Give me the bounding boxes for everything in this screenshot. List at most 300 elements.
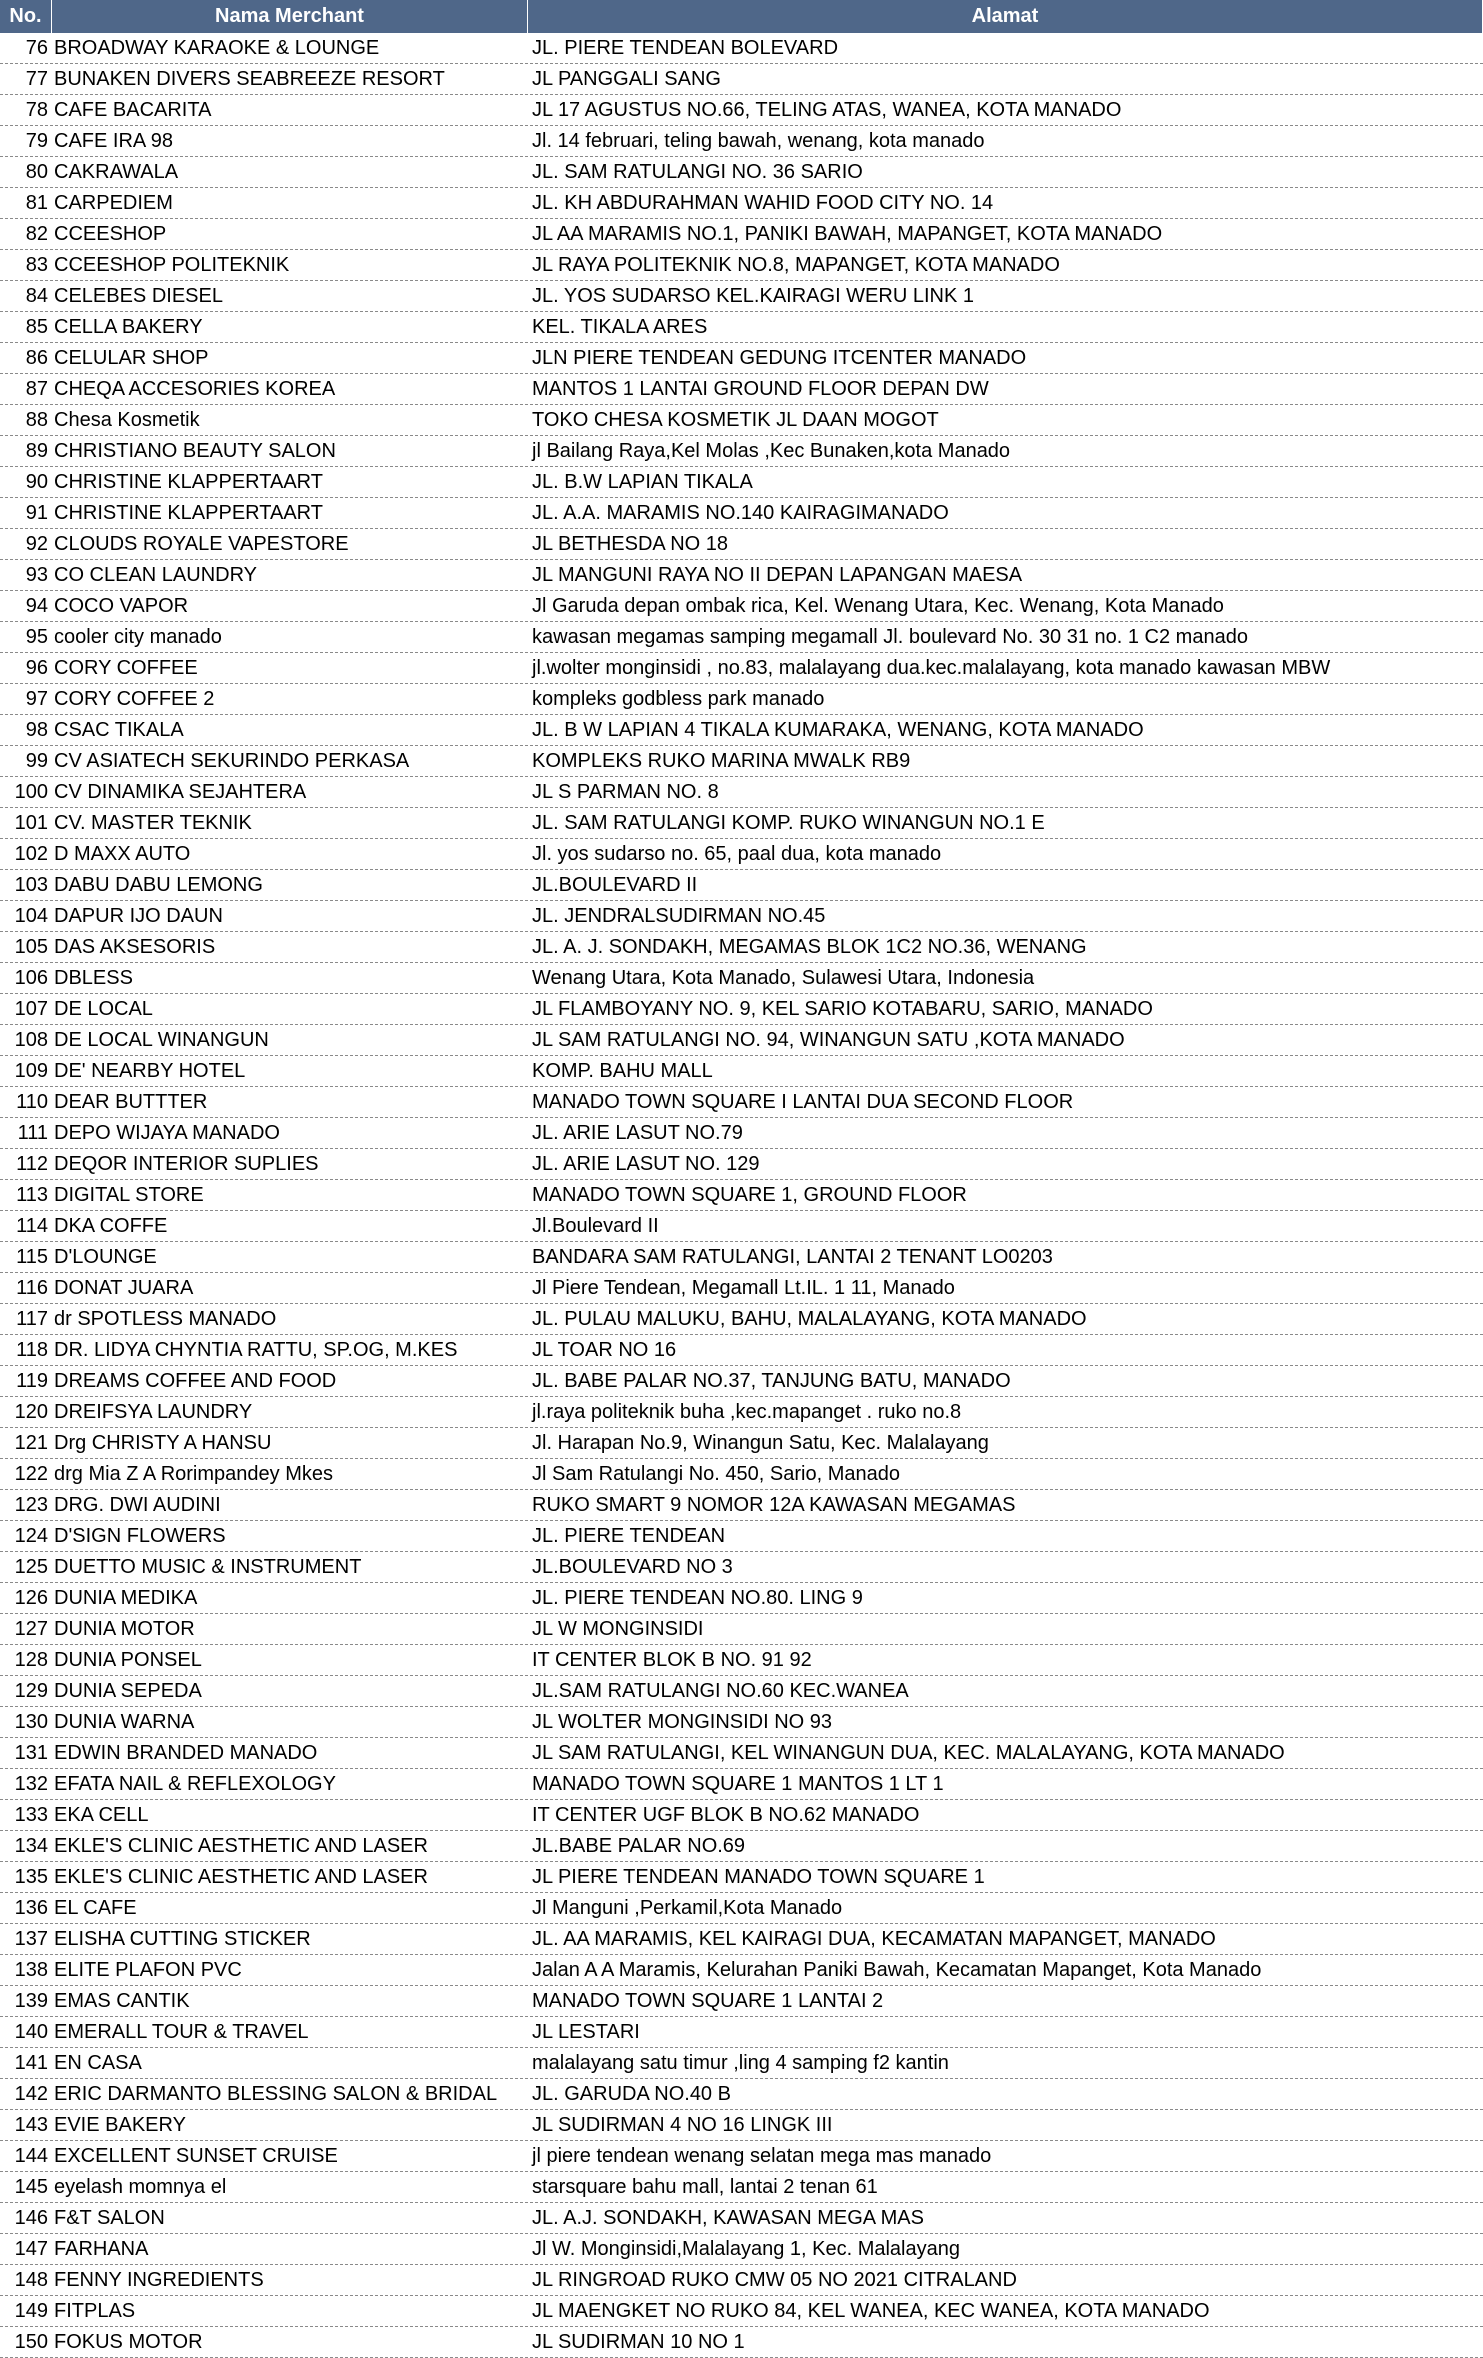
row-no: 115 [16, 1245, 48, 1268]
row-no: 111 [17, 1121, 48, 1144]
row-merchant-name: DUETTO MUSIC & INSTRUMENT [54, 1555, 362, 1578]
table-row [0, 870, 1483, 901]
row-address: JL. PULAU MALUKU, BAHU, MALALAYANG, KOTA MANADO [532, 1307, 1087, 1330]
row-no: 124 [14, 1524, 48, 1547]
row-address: JL. PIERE TENDEAN BOLEVARD [532, 36, 839, 59]
row-merchant-name: EMERALL TOUR & TRAVEL [54, 2020, 309, 2043]
row-address: MANADO TOWN SQUARE 1 LANTAI 2 [532, 1989, 884, 2012]
row-no: 110 [16, 1090, 48, 1113]
row-no: 106 [14, 966, 48, 989]
table-row [0, 1087, 1483, 1118]
table-row [0, 126, 1483, 157]
row-address: JL. BABE PALAR NO.37, TANJUNG BATU, MANADO [532, 1369, 1011, 1392]
row-address: JL.SAM RATULANGI NO.60 KEC.WANEA [532, 1679, 909, 1702]
row-address: kompleks godbless park manado [532, 687, 825, 710]
row-address: JLN PIERE TENDEAN GEDUNG ITCENTER MANADO [532, 346, 1027, 369]
table-row [0, 405, 1483, 436]
row-merchant-name: CAKRAWALA [54, 160, 179, 183]
table-row [0, 1273, 1483, 1304]
row-address: TOKO CHESA KOSMETIK JL DAAN MOGOT [532, 408, 939, 431]
row-merchant-name: CCEESHOP [54, 222, 167, 245]
row-merchant-name: DE LOCAL WINANGUN [54, 1028, 269, 1051]
row-address: JL SUDIRMAN 10 NO 1 [532, 2330, 745, 2353]
row-merchant-name: D'LOUNGE [54, 1245, 157, 1268]
table-row [0, 529, 1483, 560]
row-merchant-name: CARPEDIEM [54, 191, 173, 214]
row-merchant-name: DAPUR IJO DAUN [54, 904, 223, 927]
row-address: Jalan A A Maramis, Kelurahan Paniki Bawah, Kecamatan Mapanget, Kota Manado [532, 1958, 1262, 1981]
row-no: 143 [14, 2113, 48, 2136]
row-merchant-name: eyelash momnya el [54, 2175, 227, 2198]
row-address: Jl Piere Tendean, Megamall Lt.IL. 1 11, Manado [532, 1276, 955, 1299]
row-no: 79 [25, 129, 48, 152]
row-no: 89 [25, 439, 48, 462]
row-no: 98 [25, 718, 48, 741]
row-merchant-name: CHRISTINE KLAPPERTAART [54, 501, 323, 524]
row-no: 131 [14, 1741, 48, 1764]
row-no: 122 [14, 1462, 48, 1485]
row-no: 141 [14, 2051, 48, 2074]
table-row [0, 808, 1483, 839]
row-merchant-name: drg Mia Z A Rorimpandey Mkes [54, 1462, 333, 1485]
table-row [0, 312, 1483, 343]
row-address: JL. A.J. SONDAKH, KAWASAN MEGA MAS [532, 2206, 924, 2229]
row-merchant-name: DE' NEARBY HOTEL [54, 1059, 246, 1082]
row-no: 102 [14, 842, 48, 865]
row-no: 107 [14, 997, 48, 1020]
row-merchant-name: DBLESS [54, 966, 133, 989]
table-row [0, 839, 1483, 870]
table-row [0, 1986, 1483, 2017]
row-merchant-name: CV ASIATECH SEKURINDO PERKASA [54, 749, 410, 772]
row-address: JL.BABE PALAR NO.69 [532, 1834, 746, 1857]
row-no: 145 [14, 2175, 48, 2198]
row-no: 120 [14, 1400, 48, 1423]
row-merchant-name: FARHANA [54, 2237, 149, 2260]
table-row [0, 1304, 1483, 1335]
table-row [0, 2048, 1483, 2079]
row-address: JL SAM RATULANGI, KEL WINANGUN DUA, KEC. MALALAYANG, KOTA MANADO [532, 1741, 1285, 1764]
row-address: JL 17 AGUSTUS NO.66, TELING ATAS, WANEA, KOTA MANADO [532, 98, 1122, 121]
row-no: 82 [25, 222, 48, 245]
table-row [0, 901, 1483, 932]
table-header [0, 0, 1483, 33]
table-row [0, 1397, 1483, 1428]
row-no: 130 [14, 1710, 48, 1733]
table-row [0, 2017, 1483, 2048]
row-no: 99 [25, 749, 48, 772]
row-address: KOMP. BAHU MALL [532, 1059, 713, 1082]
table-row [0, 1738, 1483, 1769]
table-row [0, 1676, 1483, 1707]
table-row [0, 1800, 1483, 1831]
table-row [0, 95, 1483, 126]
row-address: JL. KH ABDURAHMAN WAHID FOOD CITY NO. 14 [532, 191, 994, 214]
row-merchant-name: F&T SALON [54, 2206, 165, 2229]
row-no: 95 [25, 625, 48, 648]
table-row [0, 2079, 1483, 2110]
row-no: 119 [16, 1369, 48, 1392]
row-no: 150 [14, 2330, 48, 2353]
row-merchant-name: dr SPOTLESS MANADO [54, 1307, 277, 1330]
table-row [0, 2327, 1483, 2358]
row-merchant-name: ERIC DARMANTO BLESSING SALON & BRIDAL [54, 2082, 498, 2105]
row-address: malalayang satu timur ,ling 4 samping f2 kantin [532, 2051, 949, 2074]
row-address: JL. JENDRALSUDIRMAN NO.45 [532, 904, 826, 927]
row-address: JL. A. J. SONDAKH, MEGAMAS BLOK 1C2 NO.36, WENANG [532, 935, 1087, 958]
row-no: 134 [14, 1834, 48, 1857]
row-merchant-name: CELULAR SHOP [54, 346, 209, 369]
row-merchant-name: CORY COFFEE [54, 656, 198, 679]
table-row [0, 1242, 1483, 1273]
table-row [0, 653, 1483, 684]
table-row [0, 1707, 1483, 1738]
row-no: 138 [14, 1958, 48, 1981]
row-merchant-name: DE LOCAL [54, 997, 153, 1020]
table-row [0, 188, 1483, 219]
row-no: 112 [16, 1152, 48, 1175]
row-merchant-name: CV DINAMIKA SEJAHTERA [54, 780, 307, 803]
row-no: 81 [25, 191, 48, 214]
row-merchant-name: Chesa Kosmetik [54, 408, 200, 431]
row-address: jl Bailang Raya,Kel Molas ,Kec Bunaken,kota Manado [532, 439, 1011, 462]
row-no: 109 [14, 1059, 48, 1082]
row-no: 103 [14, 873, 48, 896]
table-row [0, 1645, 1483, 1676]
table-row [0, 1552, 1483, 1583]
row-merchant-name: DAS AKSESORIS [54, 935, 216, 958]
row-merchant-name: D'SIGN FLOWERS [54, 1524, 226, 1547]
row-merchant-name: DUNIA WARNA [54, 1710, 195, 1733]
row-merchant-name: EXCELLENT SUNSET CRUISE [54, 2144, 338, 2167]
table-row [0, 1893, 1483, 1924]
row-address: JL MANGUNI RAYA NO II DEPAN LAPANGAN MAESA [532, 563, 1023, 586]
row-no: 123 [14, 1493, 48, 1516]
row-no: 91 [25, 501, 48, 524]
row-address: JL WOLTER MONGINSIDI NO 93 [532, 1710, 833, 1733]
row-merchant-name: CSAC TIKALA [54, 718, 184, 741]
row-address: JL. AA MARAMIS, KEL KAIRAGI DUA, KECAMATAN MAPANGET, MANADO [532, 1927, 1216, 1950]
row-no: 85 [25, 315, 48, 338]
row-address: jl piere tendean wenang selatan mega mas manado [532, 2144, 992, 2167]
row-address: JL SUDIRMAN 4 NO 16 LINGK III [532, 2113, 833, 2136]
row-no: 132 [14, 1772, 48, 1795]
row-address: Jl. yos sudarso no. 65, paal dua, kota manado [532, 842, 942, 865]
table-row [0, 343, 1483, 374]
row-no: 129 [14, 1679, 48, 1702]
table-row [0, 994, 1483, 1025]
row-address: Wenang Utara, Kota Manado, Sulawesi Utara, Indonesia [532, 966, 1035, 989]
row-merchant-name: DONAT JUARA [54, 1276, 194, 1299]
row-no: 84 [25, 284, 48, 307]
row-address: JL RINGROAD RUKO CMW 05 NO 2021 CITRALAND [532, 2268, 1017, 2291]
row-merchant-name: CLOUDS ROYALE VAPESTORE [54, 532, 349, 555]
row-no: 137 [14, 1927, 48, 1950]
table-row [0, 64, 1483, 95]
table-row [0, 2110, 1483, 2141]
row-no: 116 [16, 1276, 48, 1299]
row-merchant-name: CELLA BAKERY [54, 315, 203, 338]
row-address: Jl Manguni ,Perkamil,Kota Manado [532, 1896, 843, 1919]
row-no: 88 [25, 408, 48, 431]
table-row [0, 2203, 1483, 2234]
table-row [0, 250, 1483, 281]
row-no: 113 [16, 1183, 48, 1206]
row-address: JL. SAM RATULANGI KOMP. RUKO WINANGUN NO.1 E [532, 811, 1045, 834]
table-row [0, 157, 1483, 188]
row-merchant-name: DUNIA MEDIKA [54, 1586, 198, 1609]
row-no: 144 [14, 2144, 48, 2167]
row-no: 127 [14, 1617, 48, 1640]
row-merchant-name: CHRISTIANO BEAUTY SALON [54, 439, 336, 462]
row-address: JL. A.A. MARAMIS NO.140 KAIRAGIMANADO [532, 501, 949, 524]
table-row [0, 2296, 1483, 2327]
row-address: MANTOS 1 LANTAI GROUND FLOOR DEPAN DW [532, 377, 989, 400]
table-row [0, 1583, 1483, 1614]
row-merchant-name: cooler city manado [54, 625, 222, 648]
row-merchant-name: CO CLEAN LAUNDRY [54, 563, 258, 586]
row-no: 92 [25, 532, 48, 555]
table-row [0, 591, 1483, 622]
table-row [0, 219, 1483, 250]
table-row [0, 1149, 1483, 1180]
table-row [0, 1831, 1483, 1862]
table-row [0, 963, 1483, 994]
row-address: MANADO TOWN SQUARE 1, GROUND FLOOR [532, 1183, 967, 1206]
row-no: 100 [14, 780, 48, 803]
row-merchant-name: DUNIA PONSEL [54, 1648, 202, 1671]
table-row [0, 1428, 1483, 1459]
row-no: 94 [25, 594, 48, 617]
row-merchant-name: CORY COFFEE 2 [54, 687, 215, 710]
row-address: JL. SAM RATULANGI NO. 36 SARIO [532, 160, 863, 183]
row-no: 97 [25, 687, 48, 710]
row-merchant-name: EKLE'S CLINIC AESTHETIC AND LASER [54, 1865, 428, 1888]
table-row [0, 1118, 1483, 1149]
row-merchant-name: CCEESHOP POLITEKNIK [54, 253, 290, 276]
table-row [0, 1955, 1483, 1986]
row-merchant-name: EVIE BAKERY [54, 2113, 186, 2136]
row-merchant-name: CAFE IRA 98 [54, 129, 173, 152]
row-no: 118 [16, 1338, 48, 1361]
table-row [0, 715, 1483, 746]
row-address: IT CENTER UGF BLOK B NO.62 MANADO [532, 1803, 920, 1826]
row-address: JL. B W LAPIAN 4 TIKALA KUMARAKA, WENANG, KOTA MANADO [532, 718, 1144, 741]
row-no: 140 [14, 2020, 48, 2043]
row-no: 128 [14, 1648, 48, 1671]
row-address: JL. YOS SUDARSO KEL.KAIRAGI WERU LINK 1 [532, 284, 974, 307]
row-address: JL SAM RATULANGI NO. 94, WINANGUN SATU ,KOTA MANADO [532, 1028, 1125, 1051]
row-merchant-name: CHRISTINE KLAPPERTAART [54, 470, 323, 493]
row-no: 149 [14, 2299, 48, 2322]
row-address: JL.BOULEVARD II [532, 873, 698, 896]
row-no: 101 [14, 811, 48, 834]
row-address: Jl Sam Ratulangi No. 450, Sario, Manado [532, 1462, 900, 1485]
row-address: IT CENTER BLOK B NO. 91 92 [532, 1648, 812, 1671]
row-address: JL FLAMBOYANY NO. 9, KEL SARIO KOTABARU, SARIO, MANADO [532, 997, 1153, 1020]
row-no: 139 [14, 1989, 48, 2012]
row-no: 78 [25, 98, 48, 121]
row-merchant-name: DEQOR INTERIOR SUPLIES [54, 1152, 319, 1175]
row-no: 142 [14, 2082, 48, 2105]
table-row [0, 1180, 1483, 1211]
table-row [0, 2172, 1483, 2203]
table-row [0, 1025, 1483, 1056]
row-no: 86 [25, 346, 48, 369]
row-merchant-name: COCO VAPOR [54, 594, 189, 617]
table-row [0, 1924, 1483, 1955]
row-no: 136 [14, 1896, 48, 1919]
row-no: 83 [25, 253, 48, 276]
row-no: 125 [14, 1555, 48, 1578]
row-no: 105 [14, 935, 48, 958]
row-merchant-name: FENNY INGREDIENTS [54, 2268, 264, 2291]
row-address: MANADO TOWN SQUARE I LANTAI DUA SECOND FLOOR [532, 1090, 1074, 1113]
row-no: 93 [25, 563, 48, 586]
row-address: Jl Garuda depan ombak rica, Kel. Wenang Utara, Kec. Wenang, Kota Manado [532, 594, 1224, 617]
table-row [0, 1366, 1483, 1397]
row-address: BANDARA SAM RATULANGI, LANTAI 2 TENANT LO0203 [532, 1245, 1053, 1268]
row-address: JL W MONGINSIDI [532, 1617, 704, 1640]
row-address: Jl W. Monginsidi,Malalayang 1, Kec. Malalayang [532, 2237, 960, 2260]
table-body [0, 33, 1483, 2358]
row-address: JL S PARMAN NO. 8 [532, 780, 719, 803]
row-address: JL. GARUDA NO.40 B [532, 2082, 731, 2105]
row-no: 126 [14, 1586, 48, 1609]
row-merchant-name: DEAR BUTTTER [54, 1090, 208, 1113]
row-no: 121 [14, 1431, 48, 1454]
row-no: 77 [25, 67, 48, 90]
row-address: Jl.Boulevard II [532, 1214, 659, 1237]
row-no: 148 [14, 2268, 48, 2291]
row-no: 90 [25, 470, 48, 493]
row-merchant-name: EMAS CANTIK [54, 1989, 190, 2012]
table-row [0, 281, 1483, 312]
row-address: JL. PIERE TENDEAN [532, 1524, 726, 1547]
row-address: JL TOAR NO 16 [532, 1338, 677, 1361]
table-row [0, 498, 1483, 529]
row-no: 80 [25, 160, 48, 183]
table-row [0, 1521, 1483, 1552]
table-row [0, 1614, 1483, 1645]
row-merchant-name: EN CASA [54, 2051, 142, 2074]
row-address: jl.raya politeknik buha ,kec.mapanget . ruko no.8 [532, 1400, 962, 1423]
table-row [0, 777, 1483, 808]
row-no: 108 [14, 1028, 48, 1051]
row-merchant-name: D MAXX AUTO [54, 842, 191, 865]
row-address: Jl. 14 februari, teling bawah, wenang, kota manado [532, 129, 985, 152]
row-address: KEL. TIKALA ARES [532, 315, 708, 338]
row-address: MANADO TOWN SQUARE 1 MANTOS 1 LT 1 [532, 1772, 944, 1795]
row-address: starsquare bahu mall, lantai 2 tenan 61 [532, 2175, 878, 2198]
header-no: No. [0, 0, 52, 33]
table-row [0, 560, 1483, 591]
row-merchant-name: DUNIA MOTOR [54, 1617, 195, 1640]
row-merchant-name: Drg CHRISTY A HANSU [54, 1431, 272, 1454]
table-row [0, 374, 1483, 405]
table-row [0, 1211, 1483, 1242]
row-address: JL. ARIE LASUT NO. 129 [532, 1152, 760, 1175]
row-merchant-name: DKA COFFE [54, 1214, 168, 1237]
table-row [0, 1769, 1483, 1800]
row-address: JL. PIERE TENDEAN NO.80. LING 9 [532, 1586, 863, 1609]
row-address: JL.BOULEVARD NO 3 [532, 1555, 733, 1578]
row-address: JL PIERE TENDEAN MANADO TOWN SQUARE 1 [532, 1865, 985, 1888]
row-merchant-name: FOKUS MOTOR [54, 2330, 203, 2353]
row-merchant-name: CELEBES DIESEL [54, 284, 223, 307]
row-merchant-name: EFATA NAIL & REFLEXOLOGY [54, 1772, 336, 1795]
row-address: kawasan megamas samping megamall Jl. boulevard No. 30 31 no. 1 C2 manado [532, 625, 1248, 648]
row-merchant-name: DUNIA SEPEDA [54, 1679, 202, 1702]
row-address: JL RAYA POLITEKNIK NO.8, MAPANGET, KOTA MANADO [532, 253, 1060, 276]
row-merchant-name: EL CAFE [54, 1896, 137, 1919]
row-merchant-name: DIGITAL STORE [54, 1183, 204, 1206]
row-no: 114 [16, 1214, 48, 1237]
row-merchant-name: EKA CELL [54, 1803, 149, 1826]
row-no: 76 [25, 36, 48, 59]
row-address: JL MAENGKET NO RUKO 84, KEL WANEA, KEC WANEA, KOTA MANADO [532, 2299, 1210, 2322]
row-merchant-name: BROADWAY KARAOKE & LOUNGE [54, 36, 380, 59]
row-no: 87 [25, 377, 48, 400]
table-row [0, 2141, 1483, 2172]
row-address: JL. ARIE LASUT NO.79 [532, 1121, 743, 1144]
table-row [0, 2265, 1483, 2296]
table-row [0, 622, 1483, 653]
header-address: Alamat [528, 0, 1483, 33]
row-merchant-name: DREIFSYA LAUNDRY [54, 1400, 253, 1423]
row-address: RUKO SMART 9 NOMOR 12A KAWASAN MEGAMAS [532, 1493, 1016, 1516]
row-address: JL PANGGALI SANG [532, 67, 721, 90]
row-no: 104 [14, 904, 48, 927]
row-merchant-name: DR. LIDYA CHYNTIA RATTU, SP.OG, M.KES [54, 1338, 458, 1361]
row-merchant-name: ELITE PLAFON PVC [54, 1958, 242, 1981]
row-merchant-name: BUNAKEN DIVERS SEABREEZE RESORT [54, 67, 445, 90]
table-row [0, 684, 1483, 715]
row-no: 117 [16, 1307, 48, 1330]
row-address: Jl. Harapan No.9, Winangun Satu, Kec. Malalayang [532, 1431, 989, 1454]
table-row [0, 467, 1483, 498]
row-merchant-name: ELISHA CUTTING STICKER [54, 1927, 311, 1950]
table-row [0, 932, 1483, 963]
row-address: jl.wolter monginsidi , no.83, malalayang dua.kec.malalayang, kota manado kawasan MBW [532, 656, 1331, 679]
row-no: 96 [25, 656, 48, 679]
row-no: 135 [14, 1865, 48, 1888]
table-row [0, 746, 1483, 777]
header-merchant-name: Nama Merchant [52, 0, 528, 33]
row-no: 146 [14, 2206, 48, 2229]
row-merchant-name: CV. MASTER TEKNIK [54, 811, 252, 834]
row-address: JL LESTARI [532, 2020, 640, 2043]
row-merchant-name: FITPLAS [54, 2299, 136, 2322]
row-merchant-name: CHEQA ACCESORIES KOREA [54, 377, 336, 400]
row-merchant-name: DRG. DWI AUDINI [54, 1493, 221, 1516]
table-row [0, 436, 1483, 467]
table-row [0, 1459, 1483, 1490]
row-address: JL AA MARAMIS NO.1, PANIKI BAWAH, MAPANGET, KOTA MANADO [532, 222, 1163, 245]
row-no: 133 [14, 1803, 48, 1826]
row-address: KOMPLEKS RUKO MARINA MWALK RB9 [532, 749, 911, 772]
row-address: JL BETHESDA NO 18 [532, 532, 728, 555]
row-merchant-name: DREAMS COFFEE AND FOOD [54, 1369, 337, 1392]
row-merchant-name: EKLE'S CLINIC AESTHETIC AND LASER [54, 1834, 428, 1857]
row-address: JL. B.W LAPIAN TIKALA [532, 470, 753, 493]
table-row [0, 1056, 1483, 1087]
row-no: 147 [14, 2237, 48, 2260]
row-merchant-name: DABU DABU LEMONG [54, 873, 263, 896]
table-row [0, 1335, 1483, 1366]
table-row [0, 1490, 1483, 1521]
row-merchant-name: EDWIN BRANDED MANADO [54, 1741, 318, 1764]
